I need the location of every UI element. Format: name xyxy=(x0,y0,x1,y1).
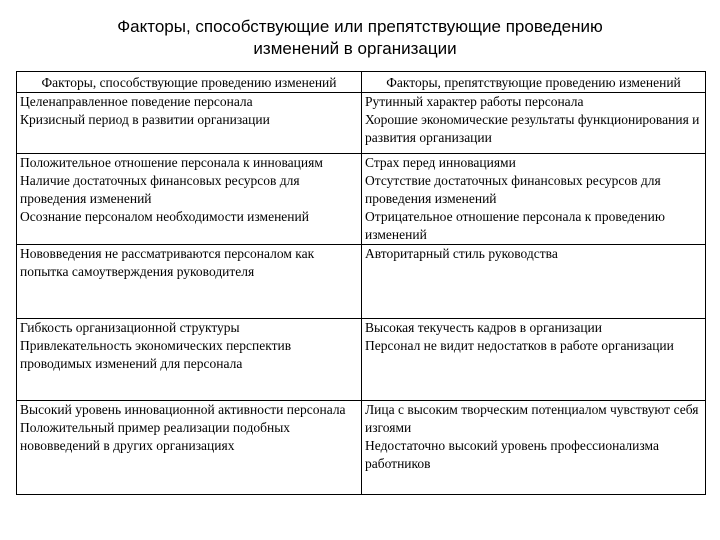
factor-item: Отсутствие достаточных финансовых ресурсов для проведения изменений xyxy=(365,173,661,206)
factor-item: Высокий уровень инновационной активности персонала xyxy=(20,402,346,417)
factor-item: Привлекательность экономических перспектив проводимых изменений для персонала xyxy=(20,338,292,371)
hindering-factors-cell xyxy=(362,154,706,245)
factor-item: Положительный пример реализации подобных нововведений в других организациях xyxy=(20,420,291,453)
factor-item: Отрицательное отношение персонала к проведению изменений xyxy=(365,209,665,242)
facilitating-factors-cell xyxy=(17,245,362,319)
factor-item: Лица с высоким творческим потенциалом чувствуют себя изгоями xyxy=(365,402,699,435)
facilitating-factors-cell xyxy=(17,154,362,245)
page-title-line-2: изменений в организации xyxy=(253,39,457,58)
factor-item: Наличие достаточных финансовых ресурсов для проведения изменений xyxy=(20,173,300,206)
factor-item: Недостаточно высокий уровень профессионализма работников xyxy=(365,438,659,471)
facilitating-factors-cell xyxy=(17,401,362,495)
table-row xyxy=(17,401,706,495)
factors-table xyxy=(16,71,706,495)
hindering-factors-cell xyxy=(362,245,706,319)
hindering-factors-cell xyxy=(362,401,706,495)
page-title xyxy=(0,16,720,60)
table-row xyxy=(17,245,706,319)
hindering-factors-cell xyxy=(362,319,706,401)
hindering-factors-cell xyxy=(362,93,706,154)
facilitating-factors-cell xyxy=(17,93,362,154)
factor-item: Страх перед инновациями xyxy=(365,155,516,170)
factor-item: Положительное отношение персонала к инновациям xyxy=(20,155,323,170)
page-title-line-1: Факторы, способствующие или препятствующие проведению xyxy=(117,17,603,36)
factor-item: Нововведения не рассматриваются персоналом как попытка самоутверждения руководителя xyxy=(20,246,315,279)
factor-item: Целенаправленное поведение персонала xyxy=(20,94,253,109)
table-row xyxy=(17,319,706,401)
factor-item: Персонал не видит недостатков в работе организации xyxy=(365,338,674,353)
factor-item: Высокая текучесть кадров в организации xyxy=(365,320,602,335)
header-facilitating-factors: Факторы, способствующие проведению изменений xyxy=(17,72,362,93)
factor-item: Осознание персоналом необходимости изменений xyxy=(20,209,309,224)
factor-item: Кризисный период в развитии организации xyxy=(20,112,270,127)
factor-item: Рутинный характер работы персонала xyxy=(365,94,584,109)
table-header-row xyxy=(17,72,706,93)
facilitating-factors-cell xyxy=(17,319,362,401)
header-hindering-factors: Факторы, препятствующие проведению изменений xyxy=(362,72,706,93)
table-row xyxy=(17,93,706,154)
table-row xyxy=(17,154,706,245)
factor-item: Авторитарный стиль руководства xyxy=(365,246,558,261)
factor-item: Хорошие экономические результаты функционирования и развития организации xyxy=(365,112,700,145)
factor-item: Гибкость организационной структуры xyxy=(20,320,240,335)
